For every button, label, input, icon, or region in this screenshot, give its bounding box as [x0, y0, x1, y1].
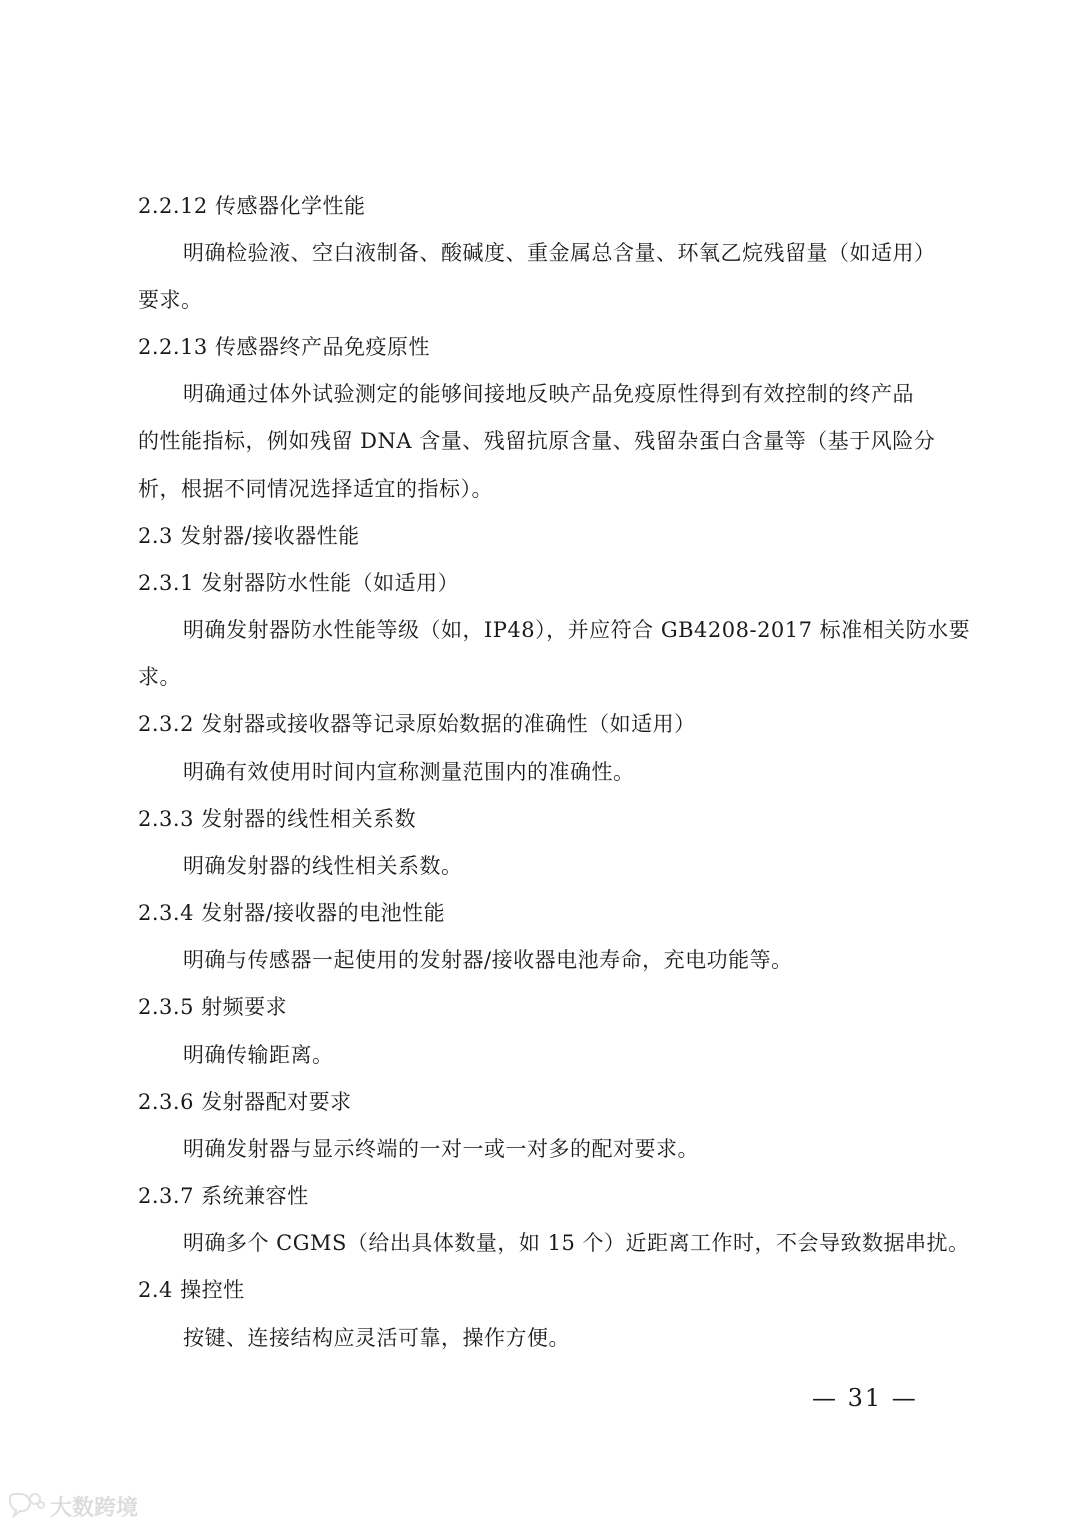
section-heading-2-3-5: 2.3.5 射频要求 — [138, 995, 288, 1019]
section-heading-2-3: 2.3 发射器/接收器性能 — [138, 524, 360, 548]
watermark — [8, 1490, 138, 1522]
paragraph-line: 明确发射器防水性能等级（如，IP48），并应符合 GB4208-2017 标准相关防水要 — [183, 618, 971, 642]
paragraph-line: 明确发射器与显示终端的一对一或一对多的配对要求。 — [183, 1137, 699, 1161]
paragraph-line: 明确有效使用时间内宣称测量范围内的准确性。 — [183, 760, 635, 784]
paragraph-line: 明确与传感器一起使用的发射器/接收器电池寿命，充电功能等。 — [183, 948, 793, 972]
paragraph-line: 明确通过体外试验测定的能够间接地反映产品免疫原性得到有效控制的终产品 — [183, 382, 914, 406]
section-heading-2-2-13: 2.2.13 传感器终产品免疫原性 — [138, 335, 430, 359]
paragraph-line: 求。 — [138, 665, 181, 689]
paragraph-line: 的性能指标，例如残留 DNA 含量、残留抗原含量、残留杂蛋白含量等（基于风险分 — [138, 429, 936, 453]
paragraph-line: 明确发射器的线性相关系数。 — [183, 854, 463, 878]
page-number: — 31 — — [812, 1384, 918, 1412]
section-heading-2-2-12: 2.2.12 传感器化学性能 — [138, 194, 366, 218]
section-heading-2-4: 2.4 操控性 — [138, 1278, 245, 1302]
section-heading-2-3-7: 2.3.7 系统兼容性 — [138, 1184, 309, 1208]
watermark-text: 大数跨境 — [50, 1495, 139, 1521]
section-heading-2-3-6: 2.3.6 发射器配对要求 — [138, 1090, 352, 1114]
paragraph-line: 析，根据不同情况选择适宜的指标）。 — [138, 477, 493, 501]
paragraph-line: 明确多个 CGMS（给出具体数量，如 15 个）近距离工作时，不会导致数据串扰。 — [183, 1231, 970, 1255]
paragraph-line: 按键、连接结构应灵活可靠，操作方便。 — [183, 1326, 570, 1350]
section-heading-2-3-3: 2.3.3 发射器的线性相关系数 — [138, 807, 417, 831]
section-heading-2-3-2: 2.3.2 发射器或接收器等记录原始数据的准确性（如适用） — [138, 712, 696, 736]
section-heading-2-3-1: 2.3.1 发射器防水性能（如适用） — [138, 571, 460, 595]
paragraph-line: 要求。 — [138, 288, 203, 312]
paragraph-line: 明确检验液、空白液制备、酸碱度、重金属总含量、环氧乙烷残留量（如适用） — [183, 241, 936, 265]
paragraph-line: 明确传输距离。 — [183, 1043, 334, 1067]
bubble-logo-icon — [8, 1490, 46, 1522]
section-heading-2-3-4: 2.3.4 发射器/接收器的电池性能 — [138, 901, 446, 925]
